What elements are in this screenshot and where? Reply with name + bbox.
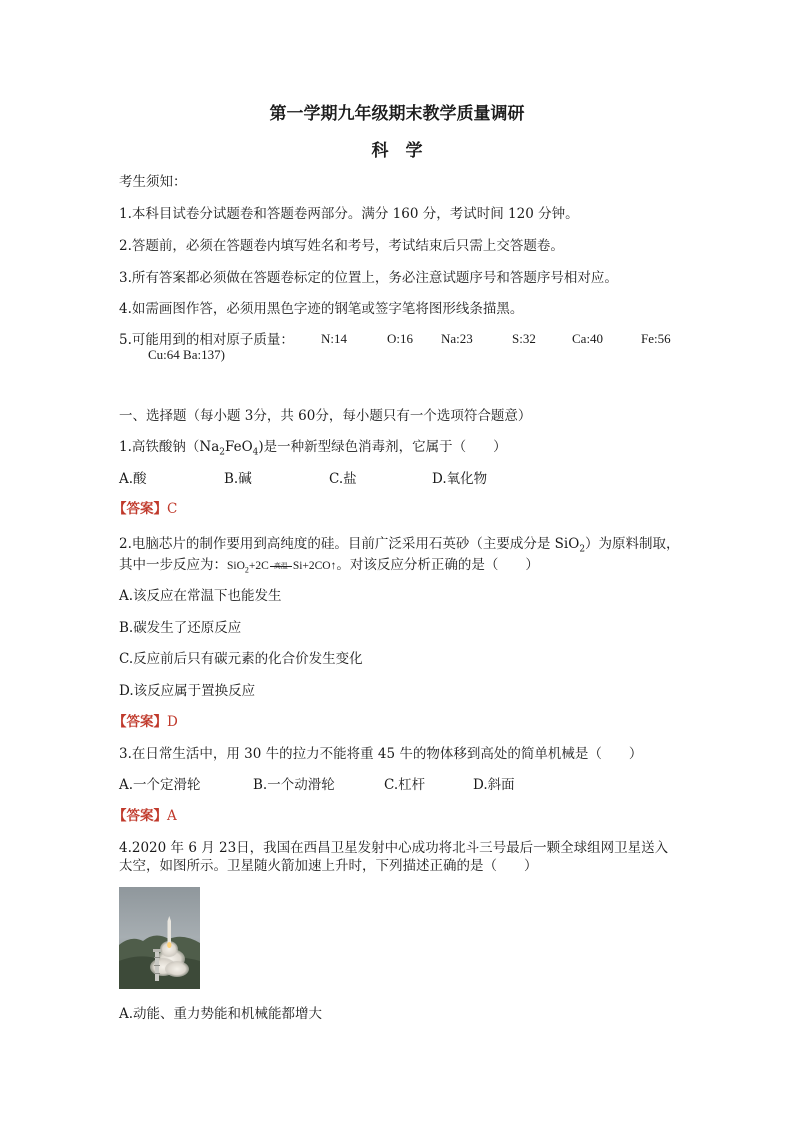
- question-4-line-2: 太空，如图所示。卫星随火箭加速上升时，下列描述正确的是（ ）: [119, 858, 538, 874]
- question-3-option-a: A.一个定滑轮: [119, 777, 201, 793]
- question-2-line-2: 其中一步反应为：SiO$_2$+2C 高温 Si+2CO↑。对该反应分析正确的是（ ）: [119, 557, 539, 575]
- question-3-option-b: B.一个动滑轮: [253, 777, 335, 793]
- question-1-stem: 1.高铁酸钠$(Na_2FeO_4)$是一种新型绿色消毒剂，它属于（ ）: [119, 439, 507, 458]
- question-2-option-c: C.反应前后只有碳元素的化合价发生变化: [119, 651, 363, 667]
- question-3-stem: 3.在日常生活中，用 30 牛的拉力不能将重 45 牛的物体移到高处的简单机械是（ ）: [119, 746, 643, 762]
- subject-title: 科 学: [371, 141, 423, 161]
- question-1-option-c: C.盐: [329, 471, 357, 487]
- question-1-option-a: A.酸: [119, 471, 147, 487]
- question-1-option-d: D.氧化物: [432, 471, 488, 487]
- question-1-option-b: B.碱: [224, 471, 252, 487]
- rocket-launch-photo: [119, 887, 200, 989]
- atomic-mass-n: N:14: [321, 331, 347, 346]
- atomic-mass-s: S:32: [512, 331, 536, 346]
- question-2-option-b: B.碳发生了还原反应: [119, 620, 242, 636]
- question-3-option-d: D.斜面: [473, 777, 515, 793]
- notice-heading: 考生须知：: [119, 174, 187, 190]
- reaction-condition: 高温: [270, 566, 292, 567]
- atomic-mass-ca: Ca:40: [572, 331, 604, 346]
- atomic-mass-o: O:16: [387, 331, 413, 346]
- question-4-line-1: 4.2020 年 6 月 23日，我国在西昌卫星发射中心成功将北斗三号最后一颗全球组网卫星送入: [119, 840, 669, 856]
- question-2-line-1: 2.电脑芯片的制作要用到高纯度的硅。目前广泛采用石英砂（主要成分是 SiO$_2$）为原料制取，: [119, 536, 680, 555]
- question-1-answer: 【答案】C: [113, 501, 178, 517]
- notice-item-2: 2.答题前，必须在答题卷内填写姓名和考号，考试结束后只需上交答题卷。: [119, 238, 564, 254]
- atomic-mass-label: 5.可能用到的相对原子质量：: [119, 332, 294, 348]
- question-2-option-a: A.该反应在常温下也能发生: [119, 588, 282, 604]
- notice-item-4: 4.如需画图作答，必须用黑色字迹的钢笔或签字笔将图形线条描黑。: [119, 301, 524, 317]
- question-3-option-c: C.杠杆: [384, 777, 426, 793]
- exam-title: 第一学期九年级期末教学质量调研: [269, 104, 525, 124]
- notice-item-1: 1.本科目试卷分试题卷和答题卷两部分。满分 160 分，考试时间 120 分钟。: [119, 206, 579, 222]
- atomic-mass-fe: Fe:56: [641, 331, 671, 346]
- question-4-option-a: A.动能、重力势能和机械能都增大: [119, 1006, 323, 1022]
- atomic-mass-na: Na:23: [441, 331, 473, 346]
- atomic-mass-line2: Cu:64 Ba:137): [148, 347, 225, 362]
- question-2-answer: 【答案】D: [113, 714, 178, 730]
- question-3-answer: 【答案】A: [113, 808, 177, 824]
- notice-item-3: 3.所有答案都必须做在答题卷标定的位置上，务必注意试题序号和答题序号相对应。: [119, 270, 618, 286]
- section-heading: 一、选择题（每小题 3分，共 60分，每小题只有一个选项符合题意）: [119, 408, 532, 424]
- question-2-option-d: D.该反应属于置换反应: [119, 683, 256, 699]
- reaction-equation: SiO$_2$+2C 高温 Si+2CO↑: [227, 560, 337, 575]
